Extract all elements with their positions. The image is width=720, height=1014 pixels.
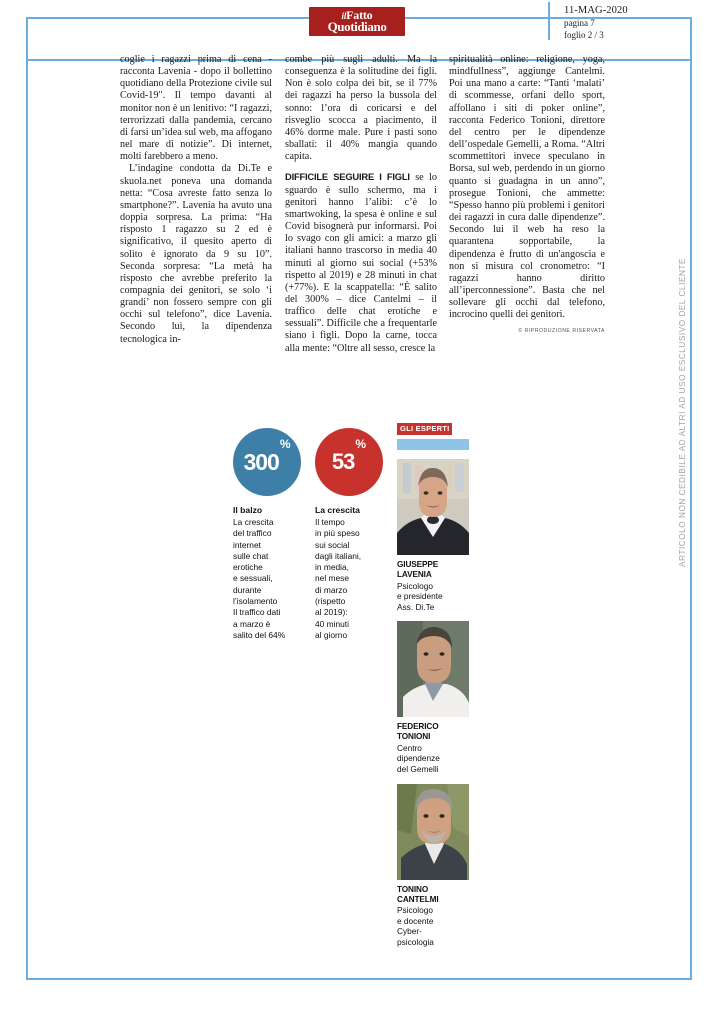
desc-line: erotiche [233,562,263,573]
role-line: Centro [397,742,422,753]
desc-line: La crescita [233,517,274,527]
expert-name-line-2: TONIONI [397,732,431,742]
pagina-value: 7 [590,18,595,28]
masthead-logo [305,4,409,38]
paragraph: spiritualità online: religione, yoga, mindfullness”, aggiunge Cantelmi. Poi una mano a carte: “Tanti ‘malati’ di scommesse, orfani dello sport, affollano i siti di poker online”, racconta Federico Tonioni, direttore del centro per le dipendenze dell’ospedale Gemelli, a Roma. “Altri scommettitori invece speculano in Borsa, sul web, perdendo in un giorno quanto si guadagna in un anno”, prosegue Tonioni, che ammette: “Spesso hanno più problemi i genitori dei ragazzi in cura dalle dipendenze”. Secondo lui il web ha reso la quarantena sopportabile, la dipendenza è frutto di un'angoscia e non si misura col cronometro: “I ragazzi hanno diritto all’iperconnessione”. Basta che nel sollevare gli occhi dal telefono, incrocino quelli dei genitori. [449,54,605,321]
stat-block [315,428,385,641]
fatto-quotidiano-logo [309,7,405,36]
stat-description [233,517,303,641]
stat-unit: % [279,437,291,451]
expert-name [397,560,469,580]
foglio-label: foglio [564,30,586,40]
desc-line: nel mese [315,573,349,584]
desc-line: in media, [315,562,349,573]
expert-card [397,784,469,948]
desc-line: di marzo [315,584,348,595]
desc-line: sulle chat [233,550,269,561]
desc-line: in più speso [315,528,360,539]
desc-line: Il traffico dati [233,607,281,618]
desc-line: e sessuali, [233,573,273,584]
desc-line: durante [233,584,262,595]
watermark-text: ARTICOLO NON CEDIBILE AD ALTRI AD USO ESCLUSIVO DEL CLIENTE [678,258,687,567]
article-column-2 [285,54,437,355]
logo-quotidiano-text: Quotidiano [327,19,387,34]
expert-portrait-icon [397,784,469,880]
logo-fatto-text: Fatto [346,8,373,22]
desc-line: a marzo è [233,618,271,629]
role-line: Cyber- [397,926,422,937]
stat-description [315,517,385,641]
expert-name-line-2: LAVENIA [397,570,432,579]
experts-header-row [397,418,469,436]
desc-line: internet [233,539,261,550]
expert-name [397,885,469,905]
experts-sidebar [397,418,469,947]
role-line: e presidente [397,591,443,602]
role-line: e docente [397,915,434,926]
section-lead-in: DIFFICILE SEGUIRE I FIGLI [285,171,410,183]
copyright-notice: © RIPRODUZIONE RISERVATA [518,328,605,335]
expert-role [397,905,469,947]
stat-circle [315,428,383,496]
role-line: dipendenze [397,753,440,764]
article-column-1 [120,54,272,346]
expert-photo [397,621,469,717]
paragraph: combe più sugli adulti. Ma la conseguenza è la solitudine dei figli. Non è solo colpa dei bit, se il 77% dei ragazzi ha perso la bussola del sonno: l’ora di coricarsi e del risveglio scocca a piacimento, il 46% dorme male. Pure i pasti sono sballati: il 40% mangia quando capita. [285,54,437,163]
expert-photo [397,784,469,880]
date-info-box [548,2,664,40]
expert-portrait-icon [397,621,469,717]
desc-line: al 2019): [315,607,348,618]
stat-circle [233,428,301,496]
desc-line: 40 minuti [315,618,349,629]
desc-line: salito del 64% [233,629,286,640]
foglio-value: 2 / 3 [587,30,604,40]
role-line: Psicologo [397,905,433,916]
stat-value: 53 [331,449,355,474]
expert-name-line-2: CANTELMI [397,894,439,904]
desc-line: del traffico [233,528,272,539]
paragraph-text: se lo sguardo è sullo schermo, ma i genitori hanno l’alibi: c’è lo smartwoking, la spesa è online e sul Covid bisognerà pur informarsi. Poi lo svago con gli amici: a marzo gli italiani hanno trascorso in media 40 minuti al giorno sui social (+53% rispetto al 2019) e 28 minuti in chat (+77%). E la scappatella: “È salito del 300% – dice Cantelmi – il traffico delle chat erotiche e sessuali”. Difficile che a frequentarle siano i figli. Dopo la carne, tocca alla mente: “Oltre all sesso, cresce la [285,172,437,354]
desc-line: sui social [315,539,350,550]
expert-card [397,459,469,612]
desc-line: l’isolamento [233,596,278,607]
paragraph: coglie i ragazzi prima di cena - racconta Lavenia - dopo il bollettino quotidiano della Protezione civile sul Covid-19". Il tempo davanti al monitor non è un lenitivo: “I ragazzi, terrorizzati dalla pandemia, cercano di farsi un’idea sul web, ma affogano nel mare di notizie”. Di internet, molti farebbero a meno. [120,54,272,163]
desc-line: Il tempo [315,517,345,527]
expert-name [397,722,469,742]
expert-name-line-1: GIUSEPPE [397,560,439,569]
desc-line: dagli italiani, [315,550,362,561]
role-line: psicologia [397,936,434,947]
stat-unit: % [355,437,367,451]
role-line: Ass. Di.Te [397,601,435,612]
expert-name-line-1: TONINO [397,884,429,894]
role-line: Psicologo [397,580,433,591]
vertical-watermark [678,258,692,678]
expert-portrait-icon [397,459,469,555]
experts-header-label: GLI ESPERTI [397,423,452,435]
expert-role [397,581,469,613]
logo-il-text: il [341,11,347,21]
role-line: del Gemelli [397,763,439,774]
stat-block [233,428,303,641]
expert-name-line-1: FEDERICO [397,722,439,732]
article-column-3 [449,54,605,334]
expert-role [397,743,469,775]
desc-line: (rispetto [315,596,346,607]
page-number-row [564,17,664,29]
paragraph: L’indagine condotta da Di.Te e skuola.net poneva una domanda netta: “Cosa avreste fatto senza lo smartphone?”. Lavenia ha avuto una doppia sorpresa. La prima: “Ha risposto 1 ragazzo su 2 ed è significativo, il quesito aperto di solito è ignorato da 9 su 10”. Seconda sorpresa: “La metà ha risposto che avrebbe preferito la compagnia dei genitori, se solo ‘i grandi’ non fossero sempre con gli occhi sul telefono”, dice Lavenia. Secondo lui, la dipendenza tecnologica in- [120,163,272,345]
expert-photo [397,459,469,555]
experts-blue-bar [397,439,469,450]
stat-title: La crescita [315,505,360,515]
expert-card [397,621,469,774]
pagina-label: pagina [564,18,588,28]
publication-date: 11-MAG-2020 [564,5,628,16]
stat-title: Il balzo [233,505,263,515]
paragraph-with-lead [285,171,437,354]
sheet-number-row [564,29,664,41]
stat-value: 300 [243,448,279,475]
desc-line: al giorno [315,629,348,640]
